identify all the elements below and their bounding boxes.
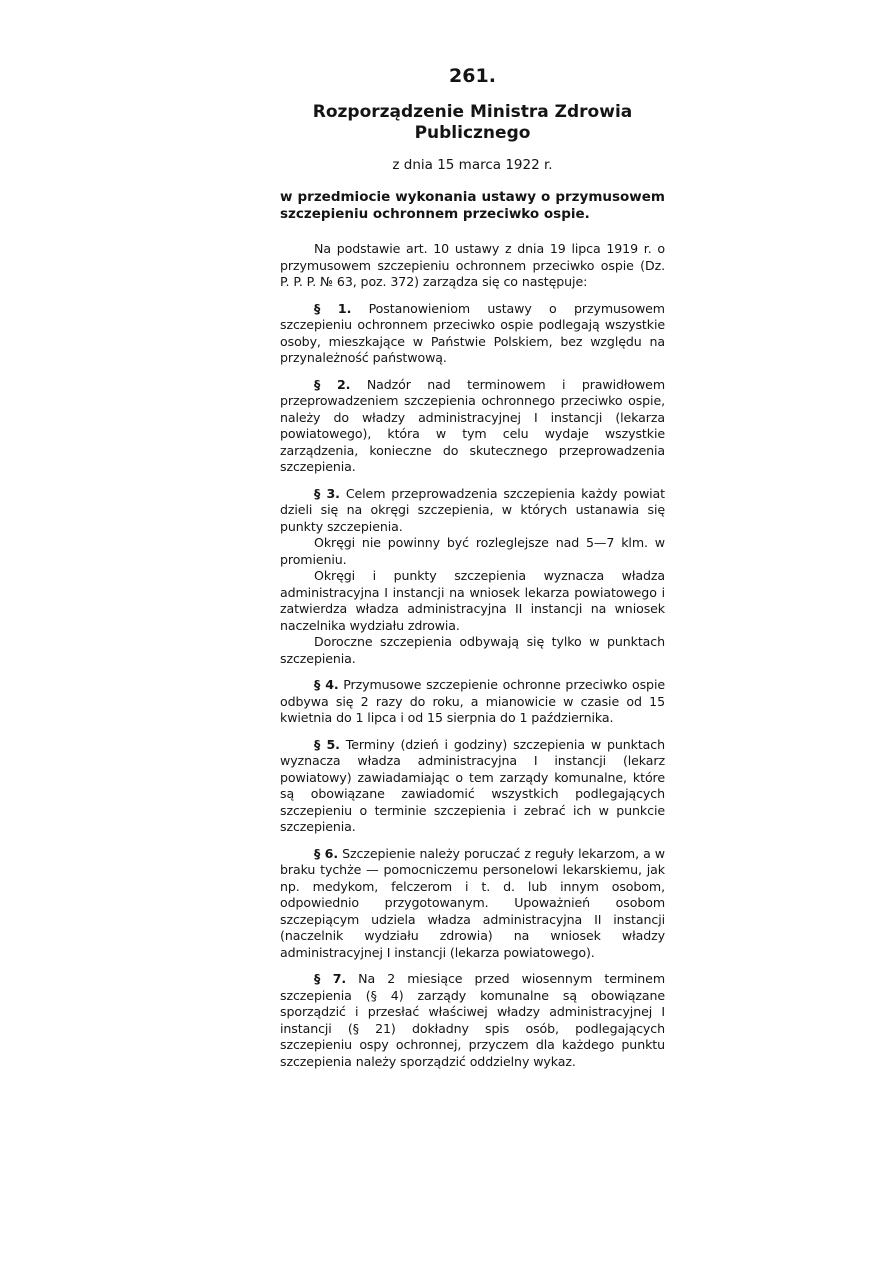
section-3-continuation-1: Okręgi nie powinny być rozleglejsze nad 5—7 klm. w promieniu. xyxy=(280,535,665,567)
section-1 xyxy=(280,301,665,367)
section-2 xyxy=(280,377,665,476)
document-subject: w przedmiocie wykonania ustawy o przymusowem szczepieniu ochronnem przeciwko ospie. xyxy=(280,189,665,222)
document-date: z dnia 15 marca 1922 r. xyxy=(392,157,553,173)
section-6-mark: § 6. xyxy=(314,845,339,861)
section-6 xyxy=(280,846,665,962)
section-2-text: Nadzór nad terminowem i prawidłowem przeprowadzeniem szczepienia ochronnego przeciwko ospie, należy do władzy administracyjnej I instancji (lekarza powiatowego), która w tym celu wydaje wszystkie zarządzenia, konieczne do skutecznego przeprowadzenia szczepienia. xyxy=(280,376,665,474)
section-7-mark: § 7. xyxy=(314,971,347,986)
document-number: 261. xyxy=(449,65,496,87)
section-7 xyxy=(280,971,665,1070)
section-1-text: Postanowieniom ustawy o przymusowem szczepieniu ochronnem przeciwko ospie podlegają wszystkie osoby, mieszkające w Państwie Polskiem, bez względu na przynależność państwową. xyxy=(280,300,665,365)
section-3-mark: § 3. xyxy=(314,485,340,501)
section-6-text: Szczepienie należy poruczać z reguły lekarzom, a w braku tychże — pomocniczemu personelowi lekarskiemu, jak np. medykom, felczerom i t. d. lub innym osobom, odpowiednio przygotowanym. Upoważnień osobom szczepiącym udziela władza administracyjna II instancji (naczelnik wydziału zdrowia) na wniosek władzy administracyjnej I instancji (lekarza powiatowego). xyxy=(280,845,665,960)
section-4-text: Przymusowe szczepienie ochronne przeciwko ospie odbywa się 2 razy do roku, a mianowicie w czasie od 15 kwietnia do 1 lipca i od 15 sierpnia do 1 października. xyxy=(280,677,665,725)
section-3-text: Celem przeprowadzenia szczepienia każdy powiat dzieli się na okręgi szczepienia, w których ustanawia się punkty szczepienia. xyxy=(280,485,665,534)
section-2-mark: § 2. xyxy=(314,376,351,392)
document-page xyxy=(280,64,665,1070)
section-5-text: Terminy (dzień i godziny) szczepienia w punktach wyznacza władza administracyjna I instancji (lekarz powiatowy) zawiadamiając o tem zarządy komunalne, które są obowiązane zawiadomić wszystkich podlegających szczepieniu o terminie szczepienia i zebrać ich w punkcie szczepienia. xyxy=(280,736,665,834)
section-5 xyxy=(280,737,665,836)
section-1-mark: § 1. xyxy=(314,300,352,316)
section-3-continuation-3: Doroczne szczepienia odbywają się tylko w punktach szczepienia. xyxy=(280,634,665,666)
section-7-text: Na 2 miesiące przed wiosennym terminem szczepienia (§ 4) zarządy komunalne są obowiązane sporządzić i przesłać właściwej władzy administracyjnej I instancji (§ 21) dokładny spis osób, podlegających szczepieniu ospy ochronnej, przyczem dla każdego punktu szczepienia należy sporządzić oddzielny wykaz. xyxy=(280,971,665,1069)
section-4 xyxy=(280,677,665,727)
section-3 xyxy=(280,486,665,536)
section-3-continuation-2: Okręgi i punkty szczepienia wyznacza władza administracyjna I instancji na wniosek lekarza powiatowego i zatwierdza władza administracyjna II instancji na wniosek naczelnika wydziału zdrowia. xyxy=(280,568,665,633)
preamble: Na podstawie art. 10 ustawy z dnia 19 lipca 1919 r. o przymusowem szczepieniu ochronnem przeciwko ospie (Dz. P. P. P. № 63, poz. 372) zarządza się co następuje: xyxy=(280,241,665,289)
section-5-mark: § 5. xyxy=(314,736,340,752)
document-title: Rozporządzenie Ministra Zdrowia Publicznego xyxy=(312,102,633,143)
section-4-mark: § 4. xyxy=(314,677,339,692)
